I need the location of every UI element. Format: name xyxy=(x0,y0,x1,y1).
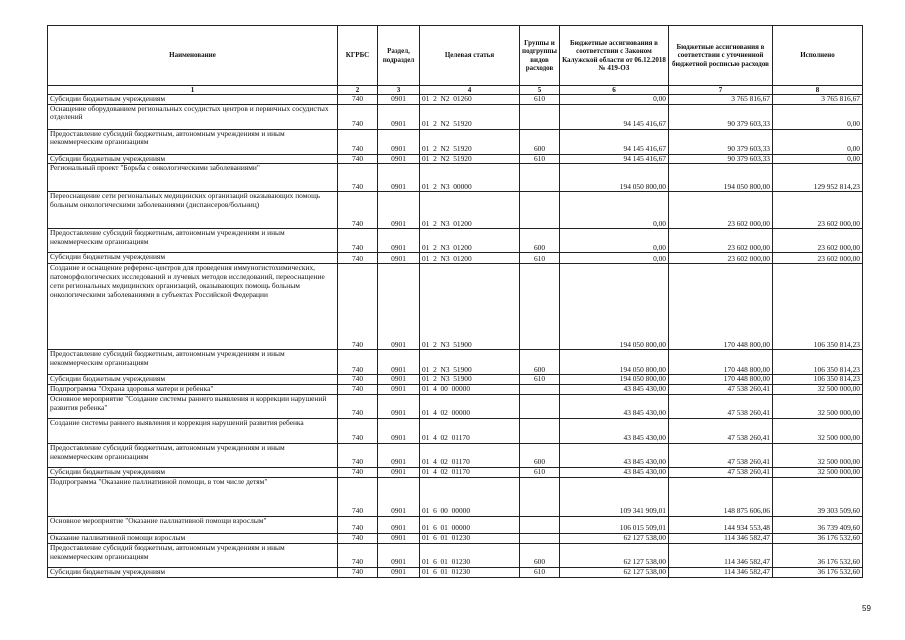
row-law: 0,00 xyxy=(560,192,669,229)
row-section: 0901 xyxy=(378,264,420,350)
header-group: Группы и подгруппы видов расходов xyxy=(520,26,560,86)
header-row xyxy=(48,26,863,86)
row-executed: 23 602 000,00 xyxy=(773,229,863,253)
row-section: 0901 xyxy=(378,385,420,395)
row-law: 62 127 538,00 xyxy=(560,567,669,577)
row-section: 0901 xyxy=(378,350,420,375)
row-krbs: 740 xyxy=(338,468,378,478)
budget-table xyxy=(47,25,863,578)
row-law: 43 845 430,00 xyxy=(560,395,669,419)
page-number: 59 xyxy=(862,604,871,613)
row-name: Предоставление субсидий бюджетным, автономным учреждениям и иным некоммерческим организациям xyxy=(48,129,338,154)
row-krbs: 740 xyxy=(338,395,378,419)
row-group xyxy=(520,104,560,129)
row-executed: 0,00 xyxy=(773,129,863,154)
row-law: 0,00 xyxy=(560,253,669,264)
row-name: Субсидии бюджетным учреждениям xyxy=(48,253,338,264)
row-krbs: 740 xyxy=(338,192,378,229)
table-row xyxy=(48,192,863,229)
row-section: 0901 xyxy=(378,444,420,468)
column-number-row xyxy=(48,86,863,95)
row-name: Субсидии бюджетным учреждениям xyxy=(48,95,338,105)
row-krbs: 740 xyxy=(338,385,378,395)
column-number: 2 xyxy=(338,86,378,95)
row-refined: 114 346 582,47 xyxy=(669,567,773,577)
row-section: 0901 xyxy=(378,567,420,577)
row-group: 610 xyxy=(520,95,560,105)
table-row xyxy=(48,129,863,154)
row-executed: 106 350 814,23 xyxy=(773,264,863,350)
row-name: Создание и оснащение референс-центров для проведения иммуногистохимических, патоморфологических исследований и лучевых методов исследований, переоснащение сети региональных медицинских организаций, оказывающих помощь больным онкологическими заболеваниями в субъектах Российской Федерации xyxy=(48,264,338,350)
row-executed: 39 303 509,60 xyxy=(773,478,863,517)
row-group xyxy=(520,385,560,395)
row-executed: 23 602 000,00 xyxy=(773,253,863,264)
row-article: 01 2 N2 51920 xyxy=(420,129,520,154)
row-article: 01 2 N2 51920 xyxy=(420,154,520,164)
row-executed: 0,00 xyxy=(773,104,863,129)
table-row xyxy=(48,350,863,375)
row-krbs: 740 xyxy=(338,95,378,105)
row-name: Создание системы раннего выявления и коррекция нарушений развития ребенка xyxy=(48,419,338,444)
table-row xyxy=(48,154,863,164)
row-executed: 0,00 xyxy=(773,154,863,164)
column-number: 6 xyxy=(560,86,669,95)
table-row xyxy=(48,164,863,192)
row-name: Оснащение оборудованием региональных сосудистых центров и первичных сосудистых отделений xyxy=(48,104,338,129)
row-refined: 23 602 000,00 xyxy=(669,192,773,229)
table-row xyxy=(48,419,863,444)
row-group: 600 xyxy=(520,350,560,375)
row-executed: 36 739 409,60 xyxy=(773,517,863,534)
row-section: 0901 xyxy=(378,154,420,164)
row-name: Подпрограмма "Охрана здоровья матери и ребенка" xyxy=(48,385,338,395)
row-krbs: 740 xyxy=(338,350,378,375)
row-law: 94 145 416,67 xyxy=(560,129,669,154)
row-executed: 36 176 532,60 xyxy=(773,543,863,567)
row-group xyxy=(520,164,560,192)
row-section: 0901 xyxy=(378,375,420,385)
table-row xyxy=(48,543,863,567)
row-group xyxy=(520,264,560,350)
row-group: 600 xyxy=(520,444,560,468)
row-law: 194 050 800,00 xyxy=(560,350,669,375)
row-article: 01 4 02 01170 xyxy=(420,468,520,478)
row-refined: 170 448 800,00 xyxy=(669,375,773,385)
row-group xyxy=(520,517,560,534)
table-row xyxy=(48,95,863,105)
table-row xyxy=(48,264,863,350)
row-krbs: 740 xyxy=(338,229,378,253)
row-executed: 23 602 000,00 xyxy=(773,192,863,229)
row-law: 109 341 909,01 xyxy=(560,478,669,517)
row-name: Основное мероприятие "Оказание паллиативной помощи взрослым" xyxy=(48,517,338,534)
row-section: 0901 xyxy=(378,395,420,419)
row-executed: 32 500 000,00 xyxy=(773,468,863,478)
row-name: Предоставление субсидий бюджетным, автономным учреждениям и иным некоммерческим организациям xyxy=(48,543,338,567)
row-group: 610 xyxy=(520,468,560,478)
row-group xyxy=(520,395,560,419)
row-law: 0,00 xyxy=(560,229,669,253)
header-executed: Исполнено xyxy=(773,26,863,86)
row-executed: 129 952 814,23 xyxy=(773,164,863,192)
row-section: 0901 xyxy=(378,543,420,567)
row-executed: 32 500 000,00 xyxy=(773,444,863,468)
row-section: 0901 xyxy=(378,104,420,129)
row-article: 01 6 00 00000 xyxy=(420,478,520,517)
table-row xyxy=(48,253,863,264)
table-body xyxy=(48,95,863,578)
row-name: Предоставление субсидий бюджетным, автономным учреждениям и иным некоммерческим организациям xyxy=(48,350,338,375)
row-article: 01 2 N2 01260 xyxy=(420,95,520,105)
row-name: Основное мероприятие "Создание системы раннего выявления и коррекции нарушений развития ребенка" xyxy=(48,395,338,419)
row-refined: 47 538 260,41 xyxy=(669,385,773,395)
row-krbs: 740 xyxy=(338,264,378,350)
row-krbs: 740 xyxy=(338,253,378,264)
row-article: 01 6 01 01230 xyxy=(420,534,520,544)
row-law: 194 050 800,00 xyxy=(560,375,669,385)
row-section: 0901 xyxy=(378,468,420,478)
row-section: 0901 xyxy=(378,129,420,154)
row-group: 610 xyxy=(520,253,560,264)
row-name: Региональный проект "Борьба с онкологическими заболеваниями" xyxy=(48,164,338,192)
header-law: Бюджетные ассигнования в соответствии с Законом Калужской области от 06.12.2018 № 419-ОЗ xyxy=(560,26,669,86)
row-law: 43 845 430,00 xyxy=(560,419,669,444)
row-law: 43 845 430,00 xyxy=(560,444,669,468)
row-refined: 114 346 582,47 xyxy=(669,543,773,567)
row-law: 106 015 509,01 xyxy=(560,517,669,534)
header-krbs: КГРБС xyxy=(338,26,378,86)
table-row xyxy=(48,229,863,253)
table-row xyxy=(48,478,863,517)
row-group: 610 xyxy=(520,375,560,385)
table-row xyxy=(48,375,863,385)
row-krbs: 740 xyxy=(338,444,378,468)
row-section: 0901 xyxy=(378,164,420,192)
row-refined: 90 379 603,33 xyxy=(669,154,773,164)
row-section: 0901 xyxy=(378,478,420,517)
row-section: 0901 xyxy=(378,95,420,105)
row-refined: 114 346 582,47 xyxy=(669,534,773,544)
row-section: 0901 xyxy=(378,419,420,444)
row-article: 01 4 02 01170 xyxy=(420,444,520,468)
row-article: 01 2 N3 51900 xyxy=(420,350,520,375)
row-article: 01 6 01 00000 xyxy=(420,517,520,534)
row-article: 01 6 01 01230 xyxy=(420,543,520,567)
row-refined: 90 379 603,33 xyxy=(669,129,773,154)
row-krbs: 740 xyxy=(338,375,378,385)
column-number: 3 xyxy=(378,86,420,95)
row-krbs: 740 xyxy=(338,534,378,544)
row-article: 01 4 00 00000 xyxy=(420,385,520,395)
row-group: 610 xyxy=(520,154,560,164)
row-name: Предоставление субсидий бюджетным, автономным учреждениям и иным некоммерческим организациям xyxy=(48,229,338,253)
header-refined: Бюджетные ассигнования в соответствии с уточненной бюджетной росписью расходов xyxy=(669,26,773,86)
row-article: 01 4 02 00000 xyxy=(420,395,520,419)
row-group: 610 xyxy=(520,567,560,577)
table-row xyxy=(48,385,863,395)
row-krbs: 740 xyxy=(338,154,378,164)
row-executed: 3 765 816,67 xyxy=(773,95,863,105)
row-krbs: 740 xyxy=(338,419,378,444)
row-group xyxy=(520,478,560,517)
table-row xyxy=(48,395,863,419)
column-number: 5 xyxy=(520,86,560,95)
row-law: 194 050 800,00 xyxy=(560,264,669,350)
row-section: 0901 xyxy=(378,192,420,229)
row-section: 0901 xyxy=(378,517,420,534)
row-executed: 32 500 000,00 xyxy=(773,395,863,419)
row-name: Оказание паллиативной помощи взрослым xyxy=(48,534,338,544)
row-refined: 47 538 260,41 xyxy=(669,419,773,444)
row-article: 01 2 N2 51920 xyxy=(420,104,520,129)
row-name: Переоснащение сети региональных медицинских организаций оказывающих помощь больным онкологическими заболеваниями (диспансеров/больниц) xyxy=(48,192,338,229)
header-article: Целевая статья xyxy=(420,26,520,86)
header-section: Раздел, подраздел xyxy=(378,26,420,86)
row-group xyxy=(520,419,560,444)
row-refined: 148 875 606,06 xyxy=(669,478,773,517)
row-article: 01 2 N3 51900 xyxy=(420,375,520,385)
row-law: 94 145 416,67 xyxy=(560,154,669,164)
table-row xyxy=(48,104,863,129)
row-executed: 106 350 814,23 xyxy=(773,350,863,375)
column-number: 8 xyxy=(773,86,863,95)
row-law: 43 845 430,00 xyxy=(560,468,669,478)
row-section: 0901 xyxy=(378,253,420,264)
row-group: 600 xyxy=(520,229,560,253)
row-section: 0901 xyxy=(378,534,420,544)
row-refined: 194 050 800,00 xyxy=(669,164,773,192)
row-executed: 32 500 000,00 xyxy=(773,419,863,444)
row-krbs: 740 xyxy=(338,567,378,577)
row-group: 600 xyxy=(520,543,560,567)
row-executed: 36 176 532,60 xyxy=(773,534,863,544)
row-article: 01 6 01 01230 xyxy=(420,567,520,577)
row-krbs: 740 xyxy=(338,478,378,517)
row-article: 01 2 N3 51900 xyxy=(420,264,520,350)
row-law: 194 050 800,00 xyxy=(560,164,669,192)
row-article: 01 2 N3 00000 xyxy=(420,164,520,192)
row-law: 62 127 538,00 xyxy=(560,534,669,544)
row-refined: 47 538 260,41 xyxy=(669,395,773,419)
row-group xyxy=(520,192,560,229)
table-row xyxy=(48,517,863,534)
row-refined: 144 934 553,48 xyxy=(669,517,773,534)
row-name: Субсидии бюджетным учреждениям xyxy=(48,154,338,164)
row-name: Предоставление субсидий бюджетным, автономным учреждениям и иным некоммерческим организациям xyxy=(48,444,338,468)
header-name: Наименование xyxy=(48,26,338,86)
row-krbs: 740 xyxy=(338,164,378,192)
row-refined: 47 538 260,41 xyxy=(669,468,773,478)
row-article: 01 2 N3 01200 xyxy=(420,229,520,253)
row-name: Субсидии бюджетным учреждениям xyxy=(48,375,338,385)
row-refined: 170 448 800,00 xyxy=(669,350,773,375)
column-number: 1 xyxy=(48,86,338,95)
row-refined: 3 765 816,67 xyxy=(669,95,773,105)
row-article: 01 2 N3 01200 xyxy=(420,253,520,264)
table-row xyxy=(48,444,863,468)
table-row xyxy=(48,468,863,478)
row-law: 94 145 416,67 xyxy=(560,104,669,129)
row-article: 01 4 02 01170 xyxy=(420,419,520,444)
row-group: 600 xyxy=(520,129,560,154)
row-refined: 47 538 260,41 xyxy=(669,444,773,468)
row-law: 0,00 xyxy=(560,95,669,105)
row-name: Субсидии бюджетным учреждениям xyxy=(48,468,338,478)
row-law: 43 845 430,00 xyxy=(560,385,669,395)
row-krbs: 740 xyxy=(338,104,378,129)
row-refined: 23 602 000,00 xyxy=(669,253,773,264)
row-section: 0901 xyxy=(378,229,420,253)
row-group xyxy=(520,534,560,544)
row-krbs: 740 xyxy=(338,517,378,534)
column-number: 7 xyxy=(669,86,773,95)
row-article: 01 2 N3 01200 xyxy=(420,192,520,229)
row-law: 62 127 538,00 xyxy=(560,543,669,567)
row-name: Субсидии бюджетным учреждениям xyxy=(48,567,338,577)
table-row xyxy=(48,534,863,544)
row-refined: 170 448 800,00 xyxy=(669,264,773,350)
row-executed: 32 500 000,00 xyxy=(773,385,863,395)
row-refined: 90 379 603,33 xyxy=(669,104,773,129)
row-krbs: 740 xyxy=(338,543,378,567)
row-executed: 36 176 532,60 xyxy=(773,567,863,577)
table-row xyxy=(48,567,863,577)
column-number: 4 xyxy=(420,86,520,95)
row-krbs: 740 xyxy=(338,129,378,154)
row-executed: 106 350 814,23 xyxy=(773,375,863,385)
row-name: Подпрограмма "Оказание паллиативной помощи, в том числе детям" xyxy=(48,478,338,517)
row-refined: 23 602 000,00 xyxy=(669,229,773,253)
